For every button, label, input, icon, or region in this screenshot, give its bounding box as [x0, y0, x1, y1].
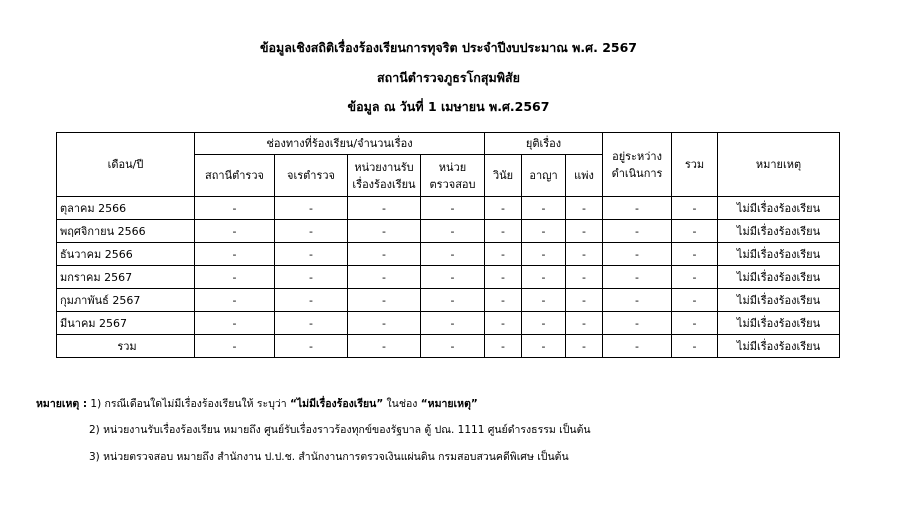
cell-receiver: - — [348, 243, 421, 266]
cell-criminal: - — [522, 266, 566, 289]
col-audit-header: หน่วย ตรวจสอบ — [421, 155, 485, 197]
table-row — [57, 312, 840, 335]
cell-month: ธันวาคม 2566 — [57, 243, 195, 266]
cell-civil: - — [566, 197, 603, 220]
cell-civil: - — [566, 266, 603, 289]
table-row — [57, 220, 840, 243]
cell-audit: - — [421, 289, 485, 312]
cell-total: - — [672, 243, 718, 266]
cell-total: - — [672, 197, 718, 220]
cell-civil: - — [566, 220, 603, 243]
cell-total: - — [672, 220, 718, 243]
cell-receiver: - — [348, 220, 421, 243]
cell-receiver: - — [348, 197, 421, 220]
cell-receiver: - — [348, 312, 421, 335]
cell-in-progress: - — [603, 335, 672, 358]
cell-discipline: - — [485, 266, 522, 289]
col-in-progress-header: อยู่ระหว่าง ดำเนินการ — [603, 133, 672, 197]
cell-in-progress: - — [603, 289, 672, 312]
channels-group-header: ช่องทางที่ร้องเรียน/จำนวนเรื่อง — [195, 133, 485, 155]
cell-total: - — [672, 266, 718, 289]
col-remark-header: หมายเหตุ — [718, 133, 840, 197]
col-discipline-header: วินัย — [485, 155, 522, 197]
table-row — [57, 197, 840, 220]
cell-receiver: - — [348, 289, 421, 312]
cell-in-progress: - — [603, 312, 672, 335]
cell-month: มกราคม 2567 — [57, 266, 195, 289]
cell-discipline: - — [485, 197, 522, 220]
table-row — [57, 266, 840, 289]
cell-total: - — [672, 335, 718, 358]
cell-station: - — [195, 266, 275, 289]
table-row — [57, 243, 840, 266]
cell-criminal: - — [522, 197, 566, 220]
cell-in-progress: - — [603, 243, 672, 266]
note-2: 2) หน่วยงานรับเรื่องร้องเรียน หมายถึง ศูนย์รับเรื่องราวร้องทุกข์ของรัฐบาล ตู้ ปณ. 1111 ศูนย์ดำรงธรรม เป็นต้น — [89, 424, 591, 436]
cell-station: - — [195, 335, 275, 358]
cell-patrol: - — [275, 266, 348, 289]
cell-patrol: - — [275, 289, 348, 312]
col-civil-header: แพ่ง — [566, 155, 603, 197]
cell-criminal: - — [522, 220, 566, 243]
cell-criminal: - — [522, 312, 566, 335]
cell-total: - — [672, 312, 718, 335]
cell-patrol: - — [275, 335, 348, 358]
col-month-header: เดือน/ปี — [57, 133, 195, 197]
cell-total: - — [672, 289, 718, 312]
station-name: สถานีตำรวจภูธรโกสุมพิสัย — [377, 70, 520, 85]
cell-month: มีนาคม 2567 — [57, 312, 195, 335]
cell-in-progress: - — [603, 220, 672, 243]
cell-civil: - — [566, 289, 603, 312]
cell-discipline: - — [485, 312, 522, 335]
cell-discipline: - — [485, 243, 522, 266]
cell-audit: - — [421, 312, 485, 335]
cell-remark: ไม่มีเรื่องร้องเรียน — [718, 289, 840, 312]
cell-discipline: - — [485, 220, 522, 243]
cell-civil: - — [566, 335, 603, 358]
cell-month: รวม — [57, 335, 195, 358]
cell-audit: - — [421, 266, 485, 289]
complaint-statistics-table — [56, 132, 840, 358]
as-of-date: ข้อมูล ณ วันที่ 1 เมษายน พ.ศ.2567 — [347, 99, 550, 114]
cell-audit: - — [421, 335, 485, 358]
cell-receiver: - — [348, 266, 421, 289]
cell-discipline: - — [485, 289, 522, 312]
col-receiver-header: หน่วยงานรับ เรื่องร้องเรียน — [348, 155, 421, 197]
cell-audit: - — [421, 197, 485, 220]
cell-month: พฤศจิกายน 2566 — [57, 220, 195, 243]
cell-discipline: - — [485, 335, 522, 358]
cell-patrol: - — [275, 312, 348, 335]
table-row-total — [57, 335, 840, 358]
cell-criminal: - — [522, 289, 566, 312]
cell-in-progress: - — [603, 266, 672, 289]
cell-station: - — [195, 197, 275, 220]
cell-remark: ไม่มีเรื่องร้องเรียน — [718, 220, 840, 243]
cell-patrol: - — [275, 243, 348, 266]
cell-civil: - — [566, 243, 603, 266]
cell-in-progress: - — [603, 197, 672, 220]
cell-remark: ไม่มีเรื่องร้องเรียน — [718, 197, 840, 220]
cell-station: - — [195, 220, 275, 243]
col-criminal-header: อาญา — [522, 155, 566, 197]
cell-station: - — [195, 243, 275, 266]
closed-group-header: ยุติเรื่อง — [485, 133, 603, 155]
notes-label: หมายเหตุ : — [36, 398, 88, 410]
cell-criminal: - — [522, 335, 566, 358]
cell-station: - — [195, 312, 275, 335]
table-row — [57, 289, 840, 312]
col-station-header: สถานีตำรวจ — [195, 155, 275, 197]
cell-remark: ไม่มีเรื่องร้องเรียน — [718, 243, 840, 266]
cell-audit: - — [421, 220, 485, 243]
cell-month: ตุลาคม 2566 — [57, 197, 195, 220]
cell-station: - — [195, 289, 275, 312]
cell-remark: ไม่มีเรื่องร้องเรียน — [718, 335, 840, 358]
cell-receiver: - — [348, 335, 421, 358]
col-total-header: รวม — [672, 133, 718, 197]
cell-remark: ไม่มีเรื่องร้องเรียน — [718, 266, 840, 289]
cell-criminal: - — [522, 243, 566, 266]
note-3: 3) หน่วยตรวจสอบ หมายถึง สำนักงาน ป.ป.ช. สำนักงานการตรวจเงินแผ่นดิน กรมสอบสวนคดีพิเศษ เป็นต้น — [89, 451, 569, 463]
page-title: ข้อมูลเชิงสถิติเรื่องร้องเรียนการทุจริต ประจำปีงบประมาณ พ.ศ. 2567 — [259, 40, 637, 55]
col-patrol-header: จเรตำรวจ — [275, 155, 348, 197]
cell-month: กุมภาพันธ์ 2567 — [57, 289, 195, 312]
cell-audit: - — [421, 243, 485, 266]
cell-patrol: - — [275, 197, 348, 220]
cell-remark: ไม่มีเรื่องร้องเรียน — [718, 312, 840, 335]
cell-civil: - — [566, 312, 603, 335]
cell-patrol: - — [275, 220, 348, 243]
note-1: หมายเหตุ : 1) กรณีเดือนใดไม่มีเรื่องร้องเรียนให้ ระบุว่า “ไม่มีเรื่องร้องเรียน” ในช่อง “หมายเหตุ” — [36, 398, 478, 410]
